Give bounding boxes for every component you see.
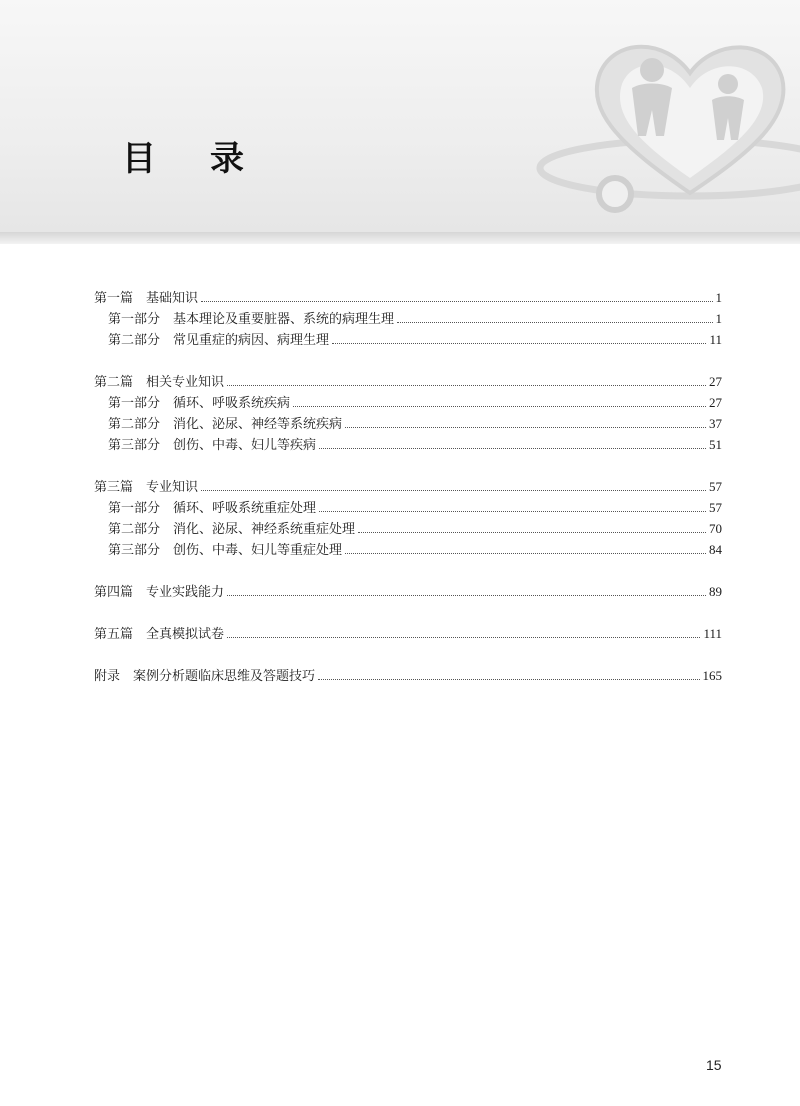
toc-entry-page: 27: [709, 374, 722, 389]
toc-entry-page: 11: [709, 332, 722, 347]
toc-section: [94, 665, 722, 686]
toc-entry-title: 第四篇 专业实践能力: [94, 585, 225, 600]
toc-entry-title: 第一部分 循环、呼吸系统疾病: [108, 396, 291, 411]
toc-part-entry[interactable]: [94, 665, 722, 686]
toc-entry-page: 27: [709, 395, 722, 410]
toc-entry-title: 第二部分 消化、泌尿、神经系统重症处理: [108, 522, 356, 537]
toc-entry-title: 第一部分 循环、呼吸系统重症处理: [108, 501, 317, 516]
dot-leader: [319, 510, 706, 512]
page-title: 目录: [122, 139, 298, 179]
header-band: [0, 0, 800, 232]
dot-leader: [227, 384, 706, 386]
toc-entry-title: 第二部分 消化、泌尿、神经等系统疾病: [108, 417, 343, 432]
toc-chapter-entry[interactable]: [94, 497, 722, 518]
toc-entry-title: 第一篇 基础知识: [94, 291, 199, 306]
dot-leader: [358, 531, 706, 533]
table-of-contents: [94, 287, 722, 707]
toc-entry-page: 165: [702, 668, 722, 683]
toc-section: [94, 476, 722, 560]
toc-entry-page: 1: [715, 290, 722, 305]
dot-leader: [332, 342, 706, 344]
toc-part-entry[interactable]: [94, 476, 722, 497]
toc-section: [94, 287, 722, 350]
toc-section: [94, 581, 722, 602]
toc-entry-title: 附录 案例分析题临床思维及答题技巧: [94, 669, 316, 684]
toc-entry-page: 57: [709, 479, 722, 494]
toc-chapter-entry[interactable]: [94, 392, 722, 413]
toc-entry-title: 第五篇 全真模拟试卷: [94, 627, 225, 642]
toc-entry-page: 111: [703, 626, 722, 641]
toc-entry-page: 57: [709, 500, 722, 515]
page-number: 15: [706, 1057, 722, 1073]
toc-entry-title: 第三部分 创伤、中毒、妇儿等重症处理: [108, 543, 343, 558]
dot-leader: [201, 489, 706, 491]
dot-leader: [319, 447, 706, 449]
header-divider: [0, 232, 800, 244]
toc-entry-page: 70: [709, 521, 722, 536]
dot-leader: [345, 552, 706, 554]
dot-leader: [318, 678, 699, 680]
toc-part-entry[interactable]: [94, 581, 722, 602]
dot-leader: [227, 636, 700, 638]
heart-stethoscope-logo-icon: [530, 18, 800, 218]
toc-entry-page: 51: [709, 437, 722, 452]
dot-leader: [345, 426, 706, 428]
toc-entry-page: 84: [709, 542, 722, 557]
dot-leader: [227, 594, 706, 596]
toc-chapter-entry[interactable]: [94, 518, 722, 539]
toc-section: [94, 623, 722, 644]
toc-section: [94, 371, 722, 455]
toc-chapter-entry[interactable]: [94, 539, 722, 560]
toc-entry-page: 89: [709, 584, 722, 599]
toc-entry-page: 37: [709, 416, 722, 431]
toc-entry-title: 第一部分 基本理论及重要脏器、系统的病理生理: [108, 312, 395, 327]
dot-leader: [293, 405, 706, 407]
toc-entry-title: 第三部分 创伤、中毒、妇儿等疾病: [108, 438, 317, 453]
toc-part-entry[interactable]: [94, 371, 722, 392]
toc-chapter-entry[interactable]: [94, 308, 722, 329]
toc-part-entry[interactable]: [94, 287, 722, 308]
toc-part-entry[interactable]: [94, 623, 722, 644]
toc-entry-title: 第二篇 相关专业知识: [94, 375, 225, 390]
toc-chapter-entry[interactable]: [94, 413, 722, 434]
dot-leader: [397, 321, 712, 323]
toc-entry-page: 1: [715, 311, 722, 326]
toc-chapter-entry[interactable]: [94, 329, 722, 350]
toc-chapter-entry[interactable]: [94, 434, 722, 455]
dot-leader: [201, 300, 712, 302]
toc-entry-title: 第三篇 专业知识: [94, 480, 199, 495]
toc-entry-title: 第二部分 常见重症的病因、病理生理: [108, 333, 330, 348]
